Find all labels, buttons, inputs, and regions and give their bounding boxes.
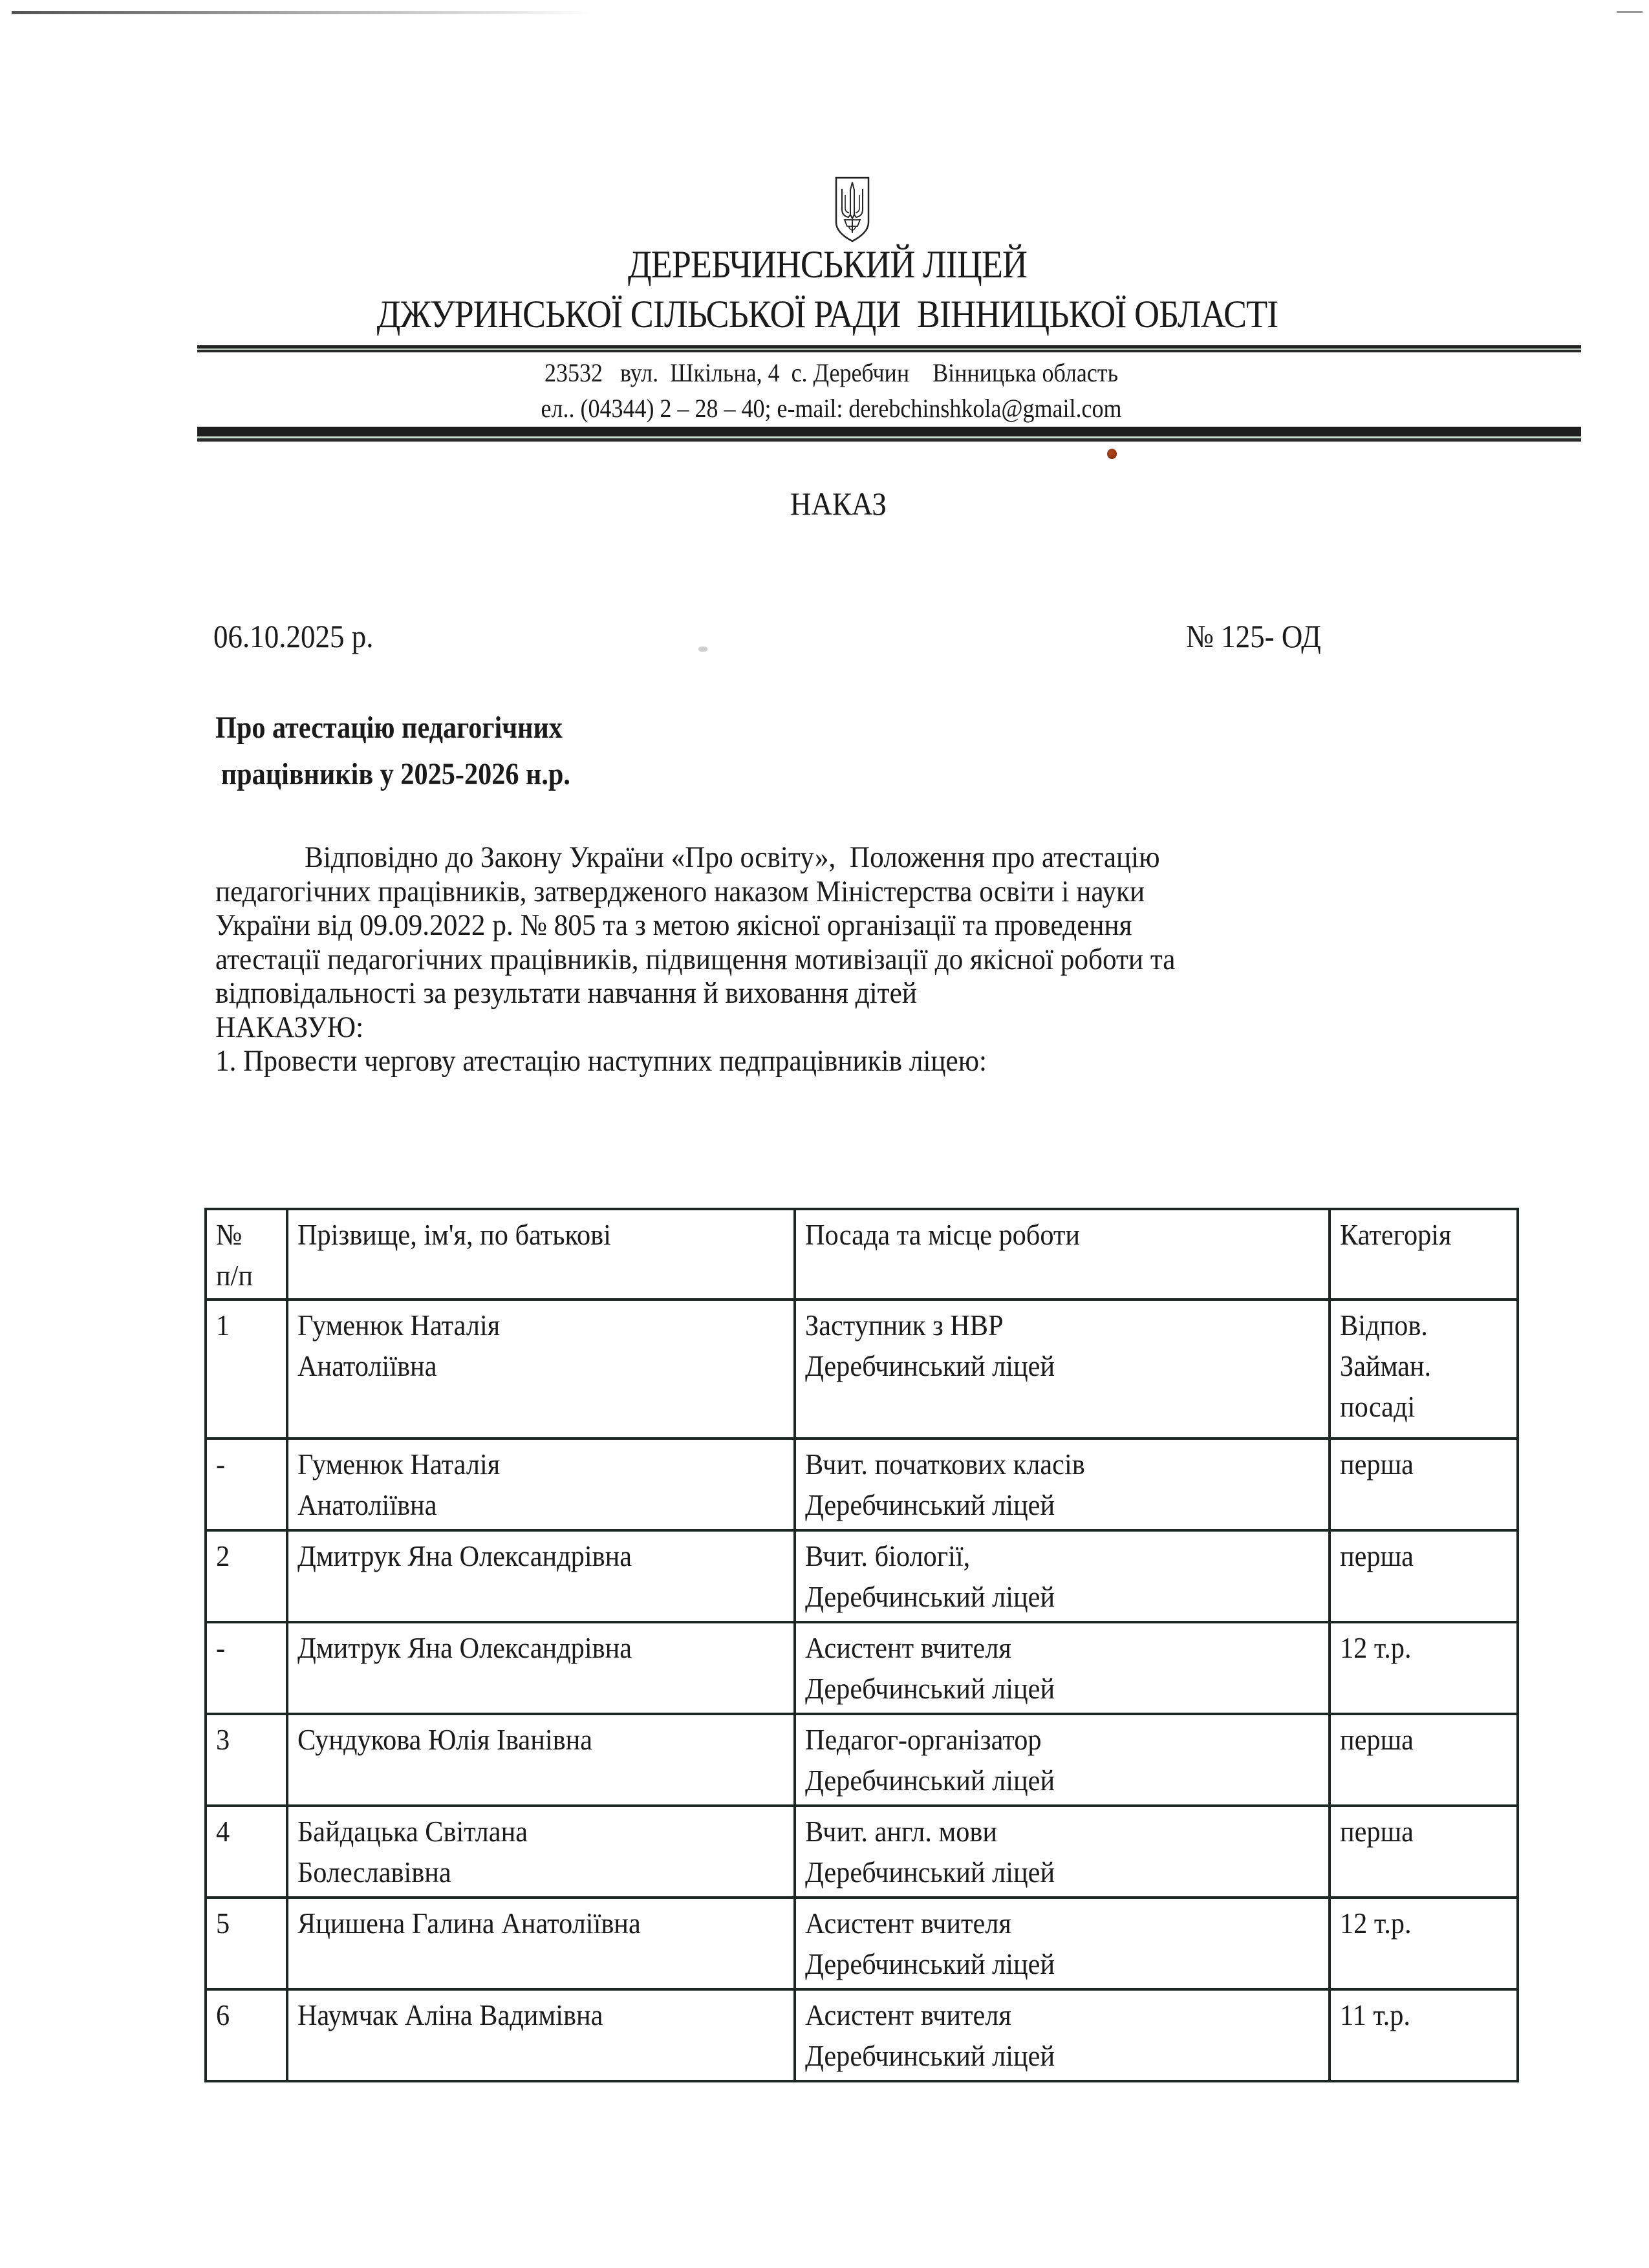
cell-category: 12 т.р. [1330,1622,1518,1714]
order-word: НАКАЗУЮ: [215,1010,364,1044]
cell-category: перша [1330,1806,1518,1898]
header-category: Категорія [1330,1209,1518,1300]
header-position: Посада та місце роботи [795,1209,1330,1300]
table-row [206,1714,1518,1806]
attestation-table [204,1208,1519,2082]
cell-no: 1 [206,1300,287,1439]
coat-of-arms-icon [834,176,870,243]
table-row [206,1530,1518,1622]
subject-line1: Про атестацію педагогічних [215,711,563,745]
document-subject [215,705,570,798]
cell-name: Гуменюк Наталія Анатоліївна [287,1300,795,1439]
cell-position: Вчит. англ. мови Деребчинський ліцей [795,1806,1330,1898]
document-date: 06.10.2025 р. [213,618,374,654]
cell-no: 2 [206,1530,287,1622]
stamp-dot [1107,449,1117,459]
cell-name: Байдацька Світлана Болеславівна [287,1806,795,1898]
cell-no: 3 [206,1714,287,1806]
cell-name: Яцишена Галина Анатоліївна [287,1898,795,1989]
organization-name-line2: ДЖУРИНСЬКОЇ СІЛЬСЬКОЇ РАДИ ВІННИЦЬКОЇ ОБЛАСТІ [376,293,1278,336]
cell-position: Заступник з НВР Деребчинський ліцей [795,1300,1330,1439]
header-no: № п/п [206,1209,287,1300]
document-number: № 125- ОД [1186,618,1321,654]
cell-category: 12 т.р. [1330,1898,1518,1989]
scan-smudge [698,647,707,652]
table-row [206,1806,1518,1898]
cell-name: Сундукова Юлія Іванівна [287,1714,795,1806]
cell-position: Педагог-організатор Деребчинський ліцей [795,1714,1330,1806]
cell-category: перша [1330,1714,1518,1806]
scan-artifact-line [1617,11,1643,13]
table-row [206,1898,1518,1989]
document-type: НАКАЗ [790,486,887,522]
body-line: педагогічних працівників, затвердженого наказом Міністерства освіти і науки [215,874,1145,908]
address-line: 23532 вул. Шкільна, 4 с. Деребчин Вінницька область [544,358,1119,387]
cell-position: Вчит. біології, Деребчинський ліцей [795,1530,1330,1622]
cell-name: Дмитрук Яна Олександрівна [287,1530,795,1622]
cell-position: Асистент вчителя Деребчинський ліцей [795,1989,1330,2081]
table-row [206,1989,1518,2081]
table-row [206,1622,1518,1714]
body-line: атестації педагогічних працівників, підвищення мотивізації до якісної роботи та [215,942,1176,976]
table-row [206,1439,1518,1530]
header-divider-top [197,345,1581,354]
cell-category: Відпов. Займан. посаді [1330,1300,1518,1439]
document-body [215,840,1394,1078]
cell-no: 6 [206,1989,287,2081]
order-item-1: 1. Провести чергову атестацію наступних педпрацівників ліцею: [215,1044,987,1078]
cell-no: - [206,1439,287,1530]
cell-category: 11 т.р. [1330,1989,1518,2081]
cell-no: 4 [206,1806,287,1898]
cell-category: перша [1330,1530,1518,1622]
body-line: відповідальності за результати навчання й виховання дітей [215,976,917,1010]
cell-name: Наумчак Аліна Вадимівна [287,1989,795,2081]
header-name: Прізвище, ім'я, по батькові [287,1209,795,1300]
body-line: України від 09.09.2022 р. № 805 та з метою якісної організації та проведення [215,908,1132,942]
cell-position: Асистент вчителя Деребчинський ліцей [795,1898,1330,1989]
cell-no: 5 [206,1898,287,1989]
header-divider-bottom [197,427,1581,444]
subject-line2: працівників у 2025-2026 н.р. [221,757,570,791]
contact-line: ел.. (04344) 2 – 28 – 40; e-mail: derebchinshkola@gmail.com [541,394,1122,423]
cell-name: Дмитрук Яна Олександрівна [287,1622,795,1714]
body-line: Відповідно до Закону України «Про освіту», Положення про атестацію [305,840,1160,874]
cell-category: перша [1330,1439,1518,1530]
cell-name: Гуменюк Наталія Анатоліївна [287,1439,795,1530]
cell-no: - [206,1622,287,1714]
table-header-row [206,1209,1518,1300]
scan-artifact-line [12,11,594,14]
cell-position: Вчит. початкових класів Деребчинський ліцей [795,1439,1330,1530]
organization-name-line1: ДЕРЕБЧИНСЬКИЙ ЛІЦЕЙ [627,243,1028,286]
cell-position: Асистент вчителя Деребчинський ліцей [795,1622,1330,1714]
table-row [206,1300,1518,1439]
